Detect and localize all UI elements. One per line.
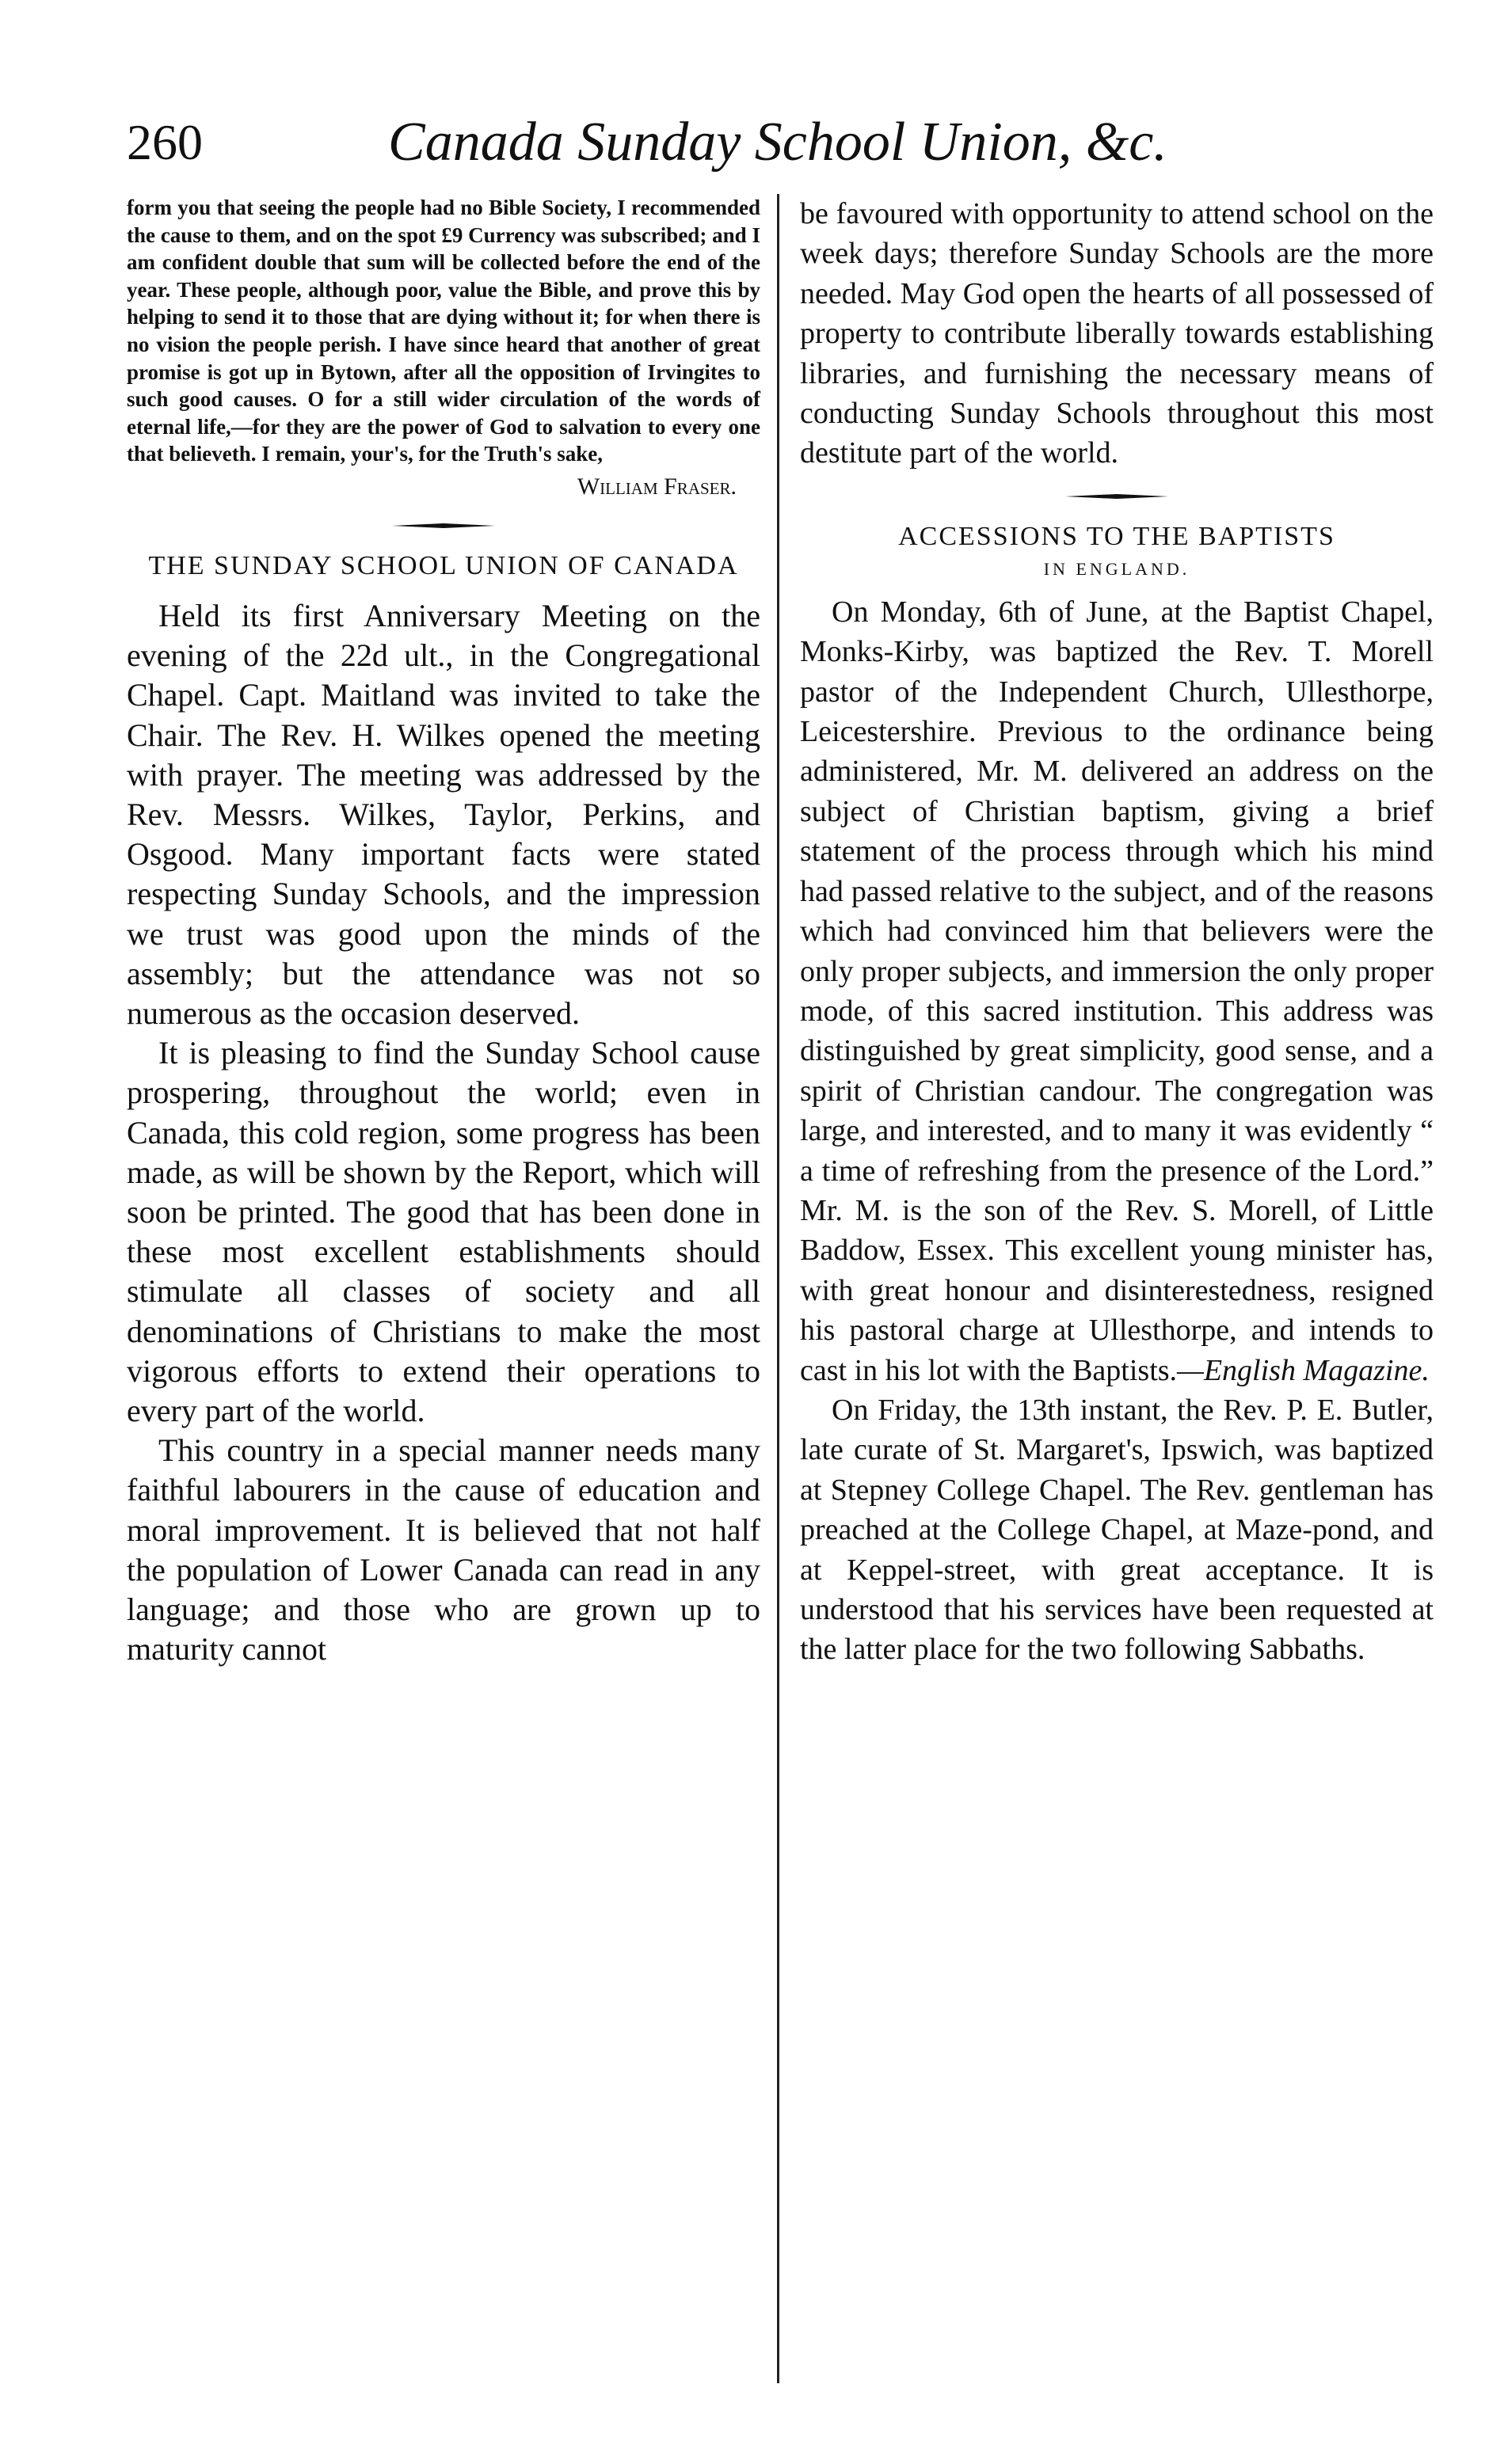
letter-continuation: form you that seeing the people had no Bible Society, I recommended the cause to them, and on the spot £9 Currency was subscribed; and I am confident double that sum will be collected before the end of the year. These people, although poor, value the Bible, and prove this by helping to send it to those that are dying without it; for when there is no vision the people perish. I have since heard that another of great promise is got up in Bytown, after all the opposition of Irvingites to such good causes. O for a still wider circulation of the words of eternal life,—for they are the power of God to salvation to every one that believeth. I remain, your's, for the Truth's sake,	[127, 196, 760, 466]
right-column	[800, 194, 1434, 1670]
article-paragraph: Held its first Anniversary Meeting on the evening of the 22d ult., in the Congregational Chapel. Capt. Maitland was invited to take the Chair. The Rev. H. Wilkes opened the meeting with prayer. The meeting was addressed by the Rev. Messrs. Wilkes, Taylor, Perkins, and Osgood. Many important facts were stated respecting Sunday Schools, and the impression we trust was good upon the minds of the assembly; but the attendance was not so numerous as the occasion deserved.	[127, 597, 760, 1031]
article-paragraph	[800, 592, 1434, 1390]
page-header	[127, 111, 1362, 190]
article-heading: ACCESSIONS TO THE BAPTISTS	[898, 521, 1335, 551]
source-citation: —English Magazine.	[1177, 1353, 1430, 1387]
section-divider	[800, 473, 1434, 519]
page-number: 260	[127, 114, 203, 170]
running-title: Canada Sunday School Union, &c.	[388, 112, 1167, 173]
article-paragraph: On Friday, the 13th instant, the Rev. P. E. Butler, late curate of St. Margaret's, Ipswich, was baptized at Stepney College Chapel. The Rev. gentleman has preached at the College Chapel, at Maze-pond, and at Keppel-street, with great acceptance. It is understood that his services have been requested at the latter place for the two following Sabbaths.	[800, 1393, 1434, 1667]
article-paragraph: This country in a special manner needs many faithful labourers in the cause of education and moral improvement. It is believed that not half the population of Lower Canada can read in any language; and those who are grown up to maturity cannot	[127, 1432, 760, 1667]
column-rule	[777, 194, 779, 2383]
ornament-divider-icon	[392, 523, 495, 528]
article-subheading: IN ENGLAND.	[1043, 558, 1190, 579]
article-paragraph: It is pleasing to find the Sunday School cause prospering, throughout the world; even in Canada, this cold region, some progress has been made, as will be shown by the Report, which will soon be printed. The good that has been done in these most excellent establishments should stimulate all classes of society and all denominations of Christians to make the most vigorous efforts to extend their operations to every part of the world.	[127, 1035, 760, 1428]
article-heading: THE SUNDAY SCHOOL UNION OF CANADA	[148, 550, 739, 580]
ornament-divider-icon	[1065, 494, 1168, 499]
left-column	[127, 194, 760, 1669]
section-divider	[127, 503, 760, 549]
paragraph-text: On Monday, 6th of June, at the Baptist Chapel, Monks-Kirby, was baptized the Rev. T. Morell pastor of the Independent Church, Ullesthorpe, Leicestershire. Previous to the ordinance being administered, Mr. M. delivered an address on the subject of Christian baptism, giving a brief statement of the process through which his mind had passed relative to the subject, and of the reasons which had convinced him that believers were the only proper subjects, and immersion the only proper mode, of this sacred institution. This address was distinguished by great simplicity, good sense, and a spirit of Christian candour. The congregation was large, and interested, and to many it was evidently “ a time of refreshing from the presence of the Lord.” Mr. M. is the son of the Rev. S. Morell, of Little Baddow, Essex. This excellent young minister has, with great honour and disinterestedness, resigned his pastoral charge at Ullesthorpe, and intends to cast in his lot with the Baptists.	[800, 595, 1434, 1387]
letter-signature: William Fraser.	[577, 473, 737, 500]
article-paragraph-continued: be favoured with opportunity to attend school on the week days; therefore Sunday Schools are the more needed. May God open the hearts of all possessed of property to contribute liberally towards establishing libraries, and furnishing the necessary means of conducting Sunday Schools throughout this most destitute part of the world.	[800, 197, 1434, 470]
